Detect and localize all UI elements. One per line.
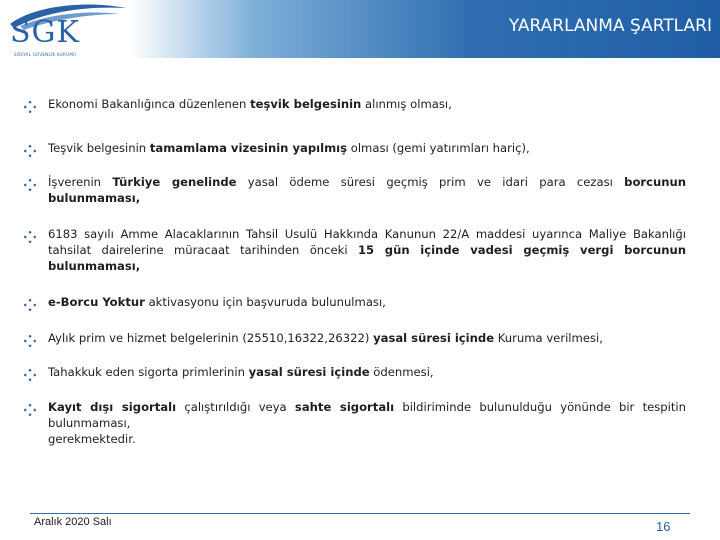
text-segment: 6183 sayılı Amme Alacaklarının Tahsil Usulü Hakkında Kanunun 22/A maddesi uyarınca Maliye Bakanlığı tahsilat dairelerine müracaat tarihinden önceki [48,227,686,257]
diamond-bullet-icon [24,140,48,161]
bold-text: e-Borcu Yoktur [48,295,145,309]
page-title: YARARLANMA ŞARTLARI [508,16,712,36]
diamond-bullet-icon [24,96,48,117]
list-item [24,364,686,385]
list-item [24,294,686,315]
bold-text: Türkiye genelinde [112,175,237,189]
bold-text: yasal süresi içinde [373,331,495,345]
text-segment: İşverenin [48,175,113,189]
bullet-text [48,140,686,161]
text-segment: çalıştırıldığı veya [176,400,295,414]
text-segment: Ekonomi Bakanlığınca düzenlenen [48,97,251,111]
logo-text: SGK [10,15,80,50]
bold-text: yasal süresi içinde [248,365,370,379]
bullet-text [48,399,686,447]
bold-text: tamamlama vizesinin yapılmış [149,141,348,155]
list-item [24,174,686,206]
text-segment: Kuruma verilmesi, [494,331,603,345]
list-item [24,226,686,274]
diamond-bullet-icon [24,226,48,274]
text-segment: Teşvik belgesinin [48,141,150,155]
header-bar [0,0,720,58]
closing-text: gerekmektedir. [48,432,136,446]
text-segment: Aylık prim ve hizmet belgelerinin (25510,16322,26322) [48,331,374,345]
diamond-bullet-icon [24,294,48,315]
diamond-bullet-icon [24,174,48,206]
bold-text: teşvik belgesinin [250,97,362,111]
text-segment: bildiriminde bulunulduğu yönünde bir tespitin bulunmaması, [48,400,686,430]
text-segment: olması (gemi yatırımları hariç), [347,141,530,155]
bold-text: sahte sigortalı [294,400,395,414]
footer-date: Aralık 2020 Salı [34,516,112,528]
bold-text: 15 gün içinde vadesi geçmiş vergi borcunun bulunmaması, [48,243,686,273]
bold-text: borcunun bulunmaması, [48,175,687,205]
bullet-text [48,226,686,274]
list-item [24,330,686,351]
diamond-bullet-icon [24,399,48,447]
diamond-bullet-icon [24,364,48,385]
bullet-text [48,174,686,206]
list-item [24,96,686,117]
text-segment: aktivasyonu için başvuruda bulunulması, [144,295,386,309]
bullet-text [48,294,686,315]
page-number: 16 [656,519,671,534]
diamond-bullet-icon [24,330,48,351]
text-segment: Tahakkuk eden sigorta primlerinin [48,365,249,379]
list-item [24,140,686,161]
sgk-logo [4,2,130,58]
text-segment: alınmış olması, [361,97,452,111]
bullet-text [48,96,686,117]
footer-divider [30,513,690,514]
logo-subtext: SOSYAL GÜVENLİK KURUMU [14,52,77,57]
list-item [24,399,686,447]
text-segment: yasal ödeme süresi geçmiş prim ve idari para cezası [236,175,625,189]
bullet-text [48,330,686,351]
text-segment: ödenmesi, [369,365,434,379]
bullet-text [48,364,686,385]
bold-text: Kayıt dışı sigortalı [48,400,177,414]
